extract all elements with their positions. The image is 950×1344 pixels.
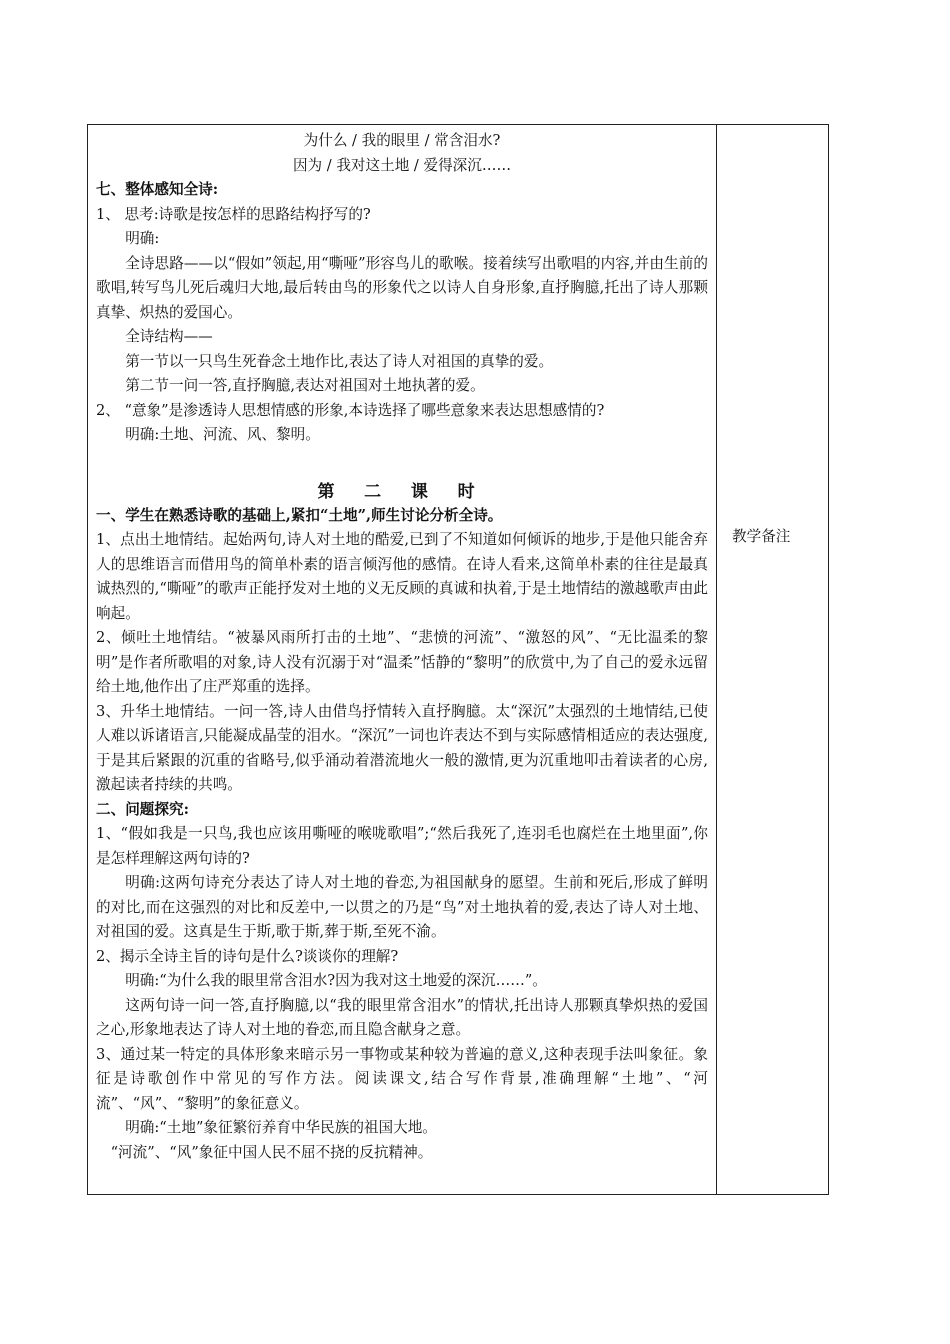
- explore-answer-3a: 明确:“土地”象征繁衍养育中华民族的祖国大地。: [125, 1119, 437, 1136]
- explore-answer-1: 明确:这两句诗充分表达了诗人对土地的眷恋,为祖国献身的愿望。生前和死后,形成了鲜明的对比,而在这强烈的对比和反差中,一以贯之的乃是“鸟”对土地执着的爱,表达了诗人对土地、对祖国的爱。这真是生于斯,歌于斯,葬于斯,至死不渝。: [96, 874, 708, 940]
- section7-q1-ming: 明确:: [125, 230, 160, 247]
- poem-line-2: 因为 / 我对这土地 / 爱得深沉……: [292, 156, 512, 174]
- section7-q1-structure: 全诗结构——: [125, 328, 213, 345]
- section7-question-1: 1、 思考:诗歌是按怎样的思路结构抒写的?: [96, 205, 371, 223]
- explore-answer-3b: “河流”、“风”象征中国人民不屈不挠的反抗精神。: [110, 1143, 433, 1161]
- part1-paragraph-3: 3、升华土地情结。一问一答,诗人由借鸟抒情转入直抒胸臆。太“深沉”太强烈的土地情结,已使人难以诉诸语言,只能凝成晶莹的泪水。“深沉”一词也许表达不到与实际感情相适应的表达强度,于是其后紧跟的沉重的省略号,似乎涌动着潜流地火一般的激情,更为沉重地叩击着读者的心房,激起读者持续的共鸣。: [96, 702, 708, 793]
- poem-line-1: 为什么 / 我的眼里 / 常含泪水?: [303, 132, 501, 149]
- lesson-plan-table: [87, 124, 829, 1195]
- explore-question-1: 1、“假如我是一只鸟,我也应该用嘶哑的喉咙歌唱”;“然后我死了,连羽毛也腐烂在土地里面”,你是怎样理解这两句诗的?: [96, 825, 708, 867]
- main-content-cell: [96, 129, 708, 1165]
- lesson-title: 第 二 课 时: [317, 481, 487, 502]
- section7-heading: 七、整体感知全诗:: [96, 181, 219, 198]
- explore-explanation-2: 这两句诗一问一答,直抒胸臆,以“我的眼里常含泪水”的情状,托出诗人那颗真挚炽热的爱国之心,形象地表达了诗人对土地的眷恋,而且隐含献身之意。: [96, 996, 708, 1038]
- spacer: [96, 448, 708, 472]
- section7-question-2: 2、 “意象”是渗透诗人思想情感的形象,本诗选择了哪些意象来表达思想感情的?: [96, 401, 605, 419]
- explore-answer-2: 明确:“为什么我的眼里常含泪水?因为我对这土地爱的深沉……”。: [125, 972, 547, 989]
- part1-paragraph-1: 1、点出土地情结。起始两句,诗人对土地的酷爱,已到了不知道如何倾诉的地步,于是他只能舍弃人的思维语言而借用鸟的简单朴素的语言倾泻他的感情。在诗人看来,这简单朴素的往往是最真诚热烈的,“嘶哑”的歌声正能抒发对土地的义无反顾的真诚和执着,于是土地情结的激越歌声由此响起。: [96, 531, 708, 622]
- part2-heading: 二、问题探究:: [96, 800, 189, 818]
- section7-q1-stanza-1: 第一节以一只鸟生死眷念土地作比,表达了诗人对祖国的真挚的爱。: [125, 352, 554, 370]
- explore-question-3: 3、通过某一特定的具体形象来暗示另一事物或某种较为普遍的意义,这种表现手法叫象征。象征是诗歌创作中常见的写作方法。阅读课文,结合写作背景,准确理解“土地”、“河流”、“风”、“黎明”的象征意义。: [96, 1045, 708, 1112]
- section7-q2-answer: 明确:土地、河流、风、黎明。: [125, 426, 320, 443]
- part1-paragraph-2: 2、倾吐土地情结。“被暴风雨所打击的土地”、“悲愤的河流”、“激怒的风”、“无比温柔的黎明”是作者所歌唱的对象,诗人没有沉溺于对“温柔”恬静的“黎明”的欣赏中,为了自己的爱永远留给土地,他作出了庄严郑重的选择。: [96, 629, 708, 695]
- column-divider: [716, 125, 717, 1194]
- part1-heading: 一、学生在熟悉诗歌的基础上,紧扣“土地”,师生讨论分析全诗。: [96, 506, 503, 524]
- teaching-notes-label: 教学备注: [732, 528, 791, 545]
- section7-q1-idea: 全诗思路——以“假如”领起,用“嘶哑”形容鸟儿的歌喉。接着续写出歌唱的内容,并由生前的歌唱,转写鸟儿死后魂归大地,最后转由鸟的形象代之以诗人自身形象,直抒胸臆,托出了诗人那颗真挚、炽热的爱国心。: [96, 254, 708, 321]
- section7-q1-stanza-2: 第二节一问一答,直抒胸臆,表达对祖国对土地执著的爱。: [125, 377, 485, 394]
- explore-question-2: 2、揭示全诗主旨的诗句是什么?谈谈你的理解?: [96, 947, 399, 965]
